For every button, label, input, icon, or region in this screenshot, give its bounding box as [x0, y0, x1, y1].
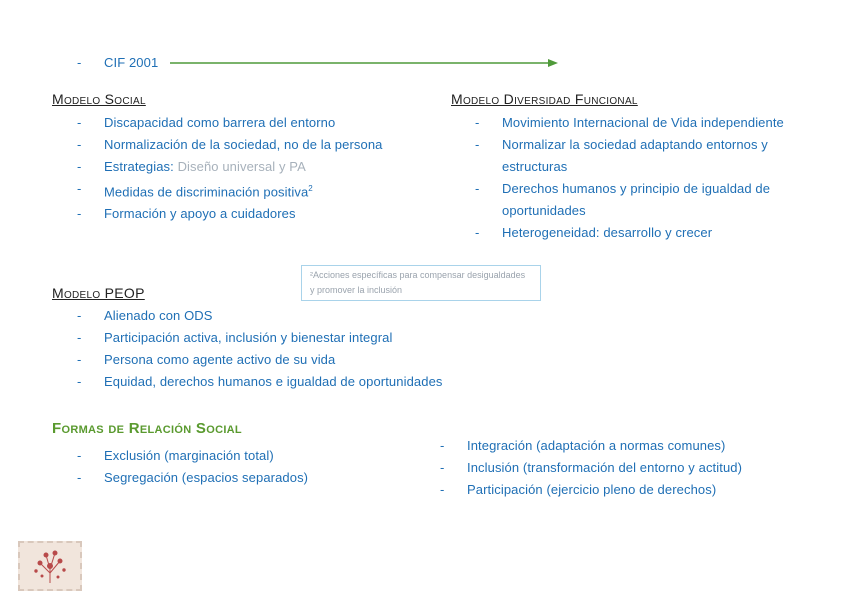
list-item: - Persona como agente activo de su vida — [52, 349, 612, 371]
list-item: - Alienado con ODS — [52, 305, 612, 327]
list-item: - Estrategias: Diseño universal y PA — [52, 156, 397, 178]
list-item: - Heterogeneidad: desarrollo y crecer — [450, 222, 790, 244]
list-item: - Exclusión (marginación total) — [52, 445, 392, 467]
list-item: - Integración (adaptación a normas comunes) — [415, 435, 840, 457]
formas-left-list — [52, 445, 392, 489]
list-item: - Participación activa, inclusión y bienestar integral — [52, 327, 612, 349]
flower-icon — [20, 543, 80, 589]
modelo-peop-list — [52, 305, 612, 393]
list-item: - Equidad, derechos humanos e igualdad de oportunidades — [52, 371, 612, 393]
list-item: - Formación y apoyo a cuidadores — [52, 203, 397, 225]
footnote-marker: 2 — [308, 184, 313, 193]
list-item: - Normalización de la sociedad, no de la persona — [52, 134, 397, 156]
tooltip-text: ²Acciones específicas para compensar desigualdades y promover la inclusión — [310, 270, 526, 295]
modelo-social-title: Modelo Social — [52, 91, 146, 107]
modelo-peop-title: Modelo PEOP — [52, 285, 145, 301]
formas-right-list — [415, 435, 840, 501]
footnote-tooltip — [301, 265, 541, 301]
modelo-diversidad-list — [450, 112, 790, 244]
list-item: - Normalizar la sociedad adaptando entornos y estructuras — [450, 134, 790, 178]
arrow-right-icon — [168, 56, 560, 70]
cif-label: CIF 2001 — [104, 55, 159, 70]
list-item: - Segregación (espacios separados) — [52, 467, 392, 489]
list-item: - Inclusión (transformación del entorno y actitud) — [415, 457, 840, 479]
modelo-social-list — [52, 112, 397, 225]
list-item: - Discapacidad como barrera del entorno — [52, 112, 397, 134]
list-item: - Derechos humanos y principio de igualdad de oportunidades — [450, 178, 790, 222]
list-item: - Movimiento Internacional de Vida independiente — [450, 112, 790, 134]
list-item: - Medidas de discriminación positiva$^2$ — [52, 178, 397, 203]
modelo-diversidad-title: Modelo Diversidad Funcional — [451, 91, 638, 107]
stamp-icon — [18, 541, 82, 591]
muted-text: Diseño universal y PA — [177, 159, 306, 174]
formas-title: Formas de Relación Social — [52, 420, 242, 437]
list-item: - Participación (ejercicio pleno de derechos) — [415, 479, 840, 501]
